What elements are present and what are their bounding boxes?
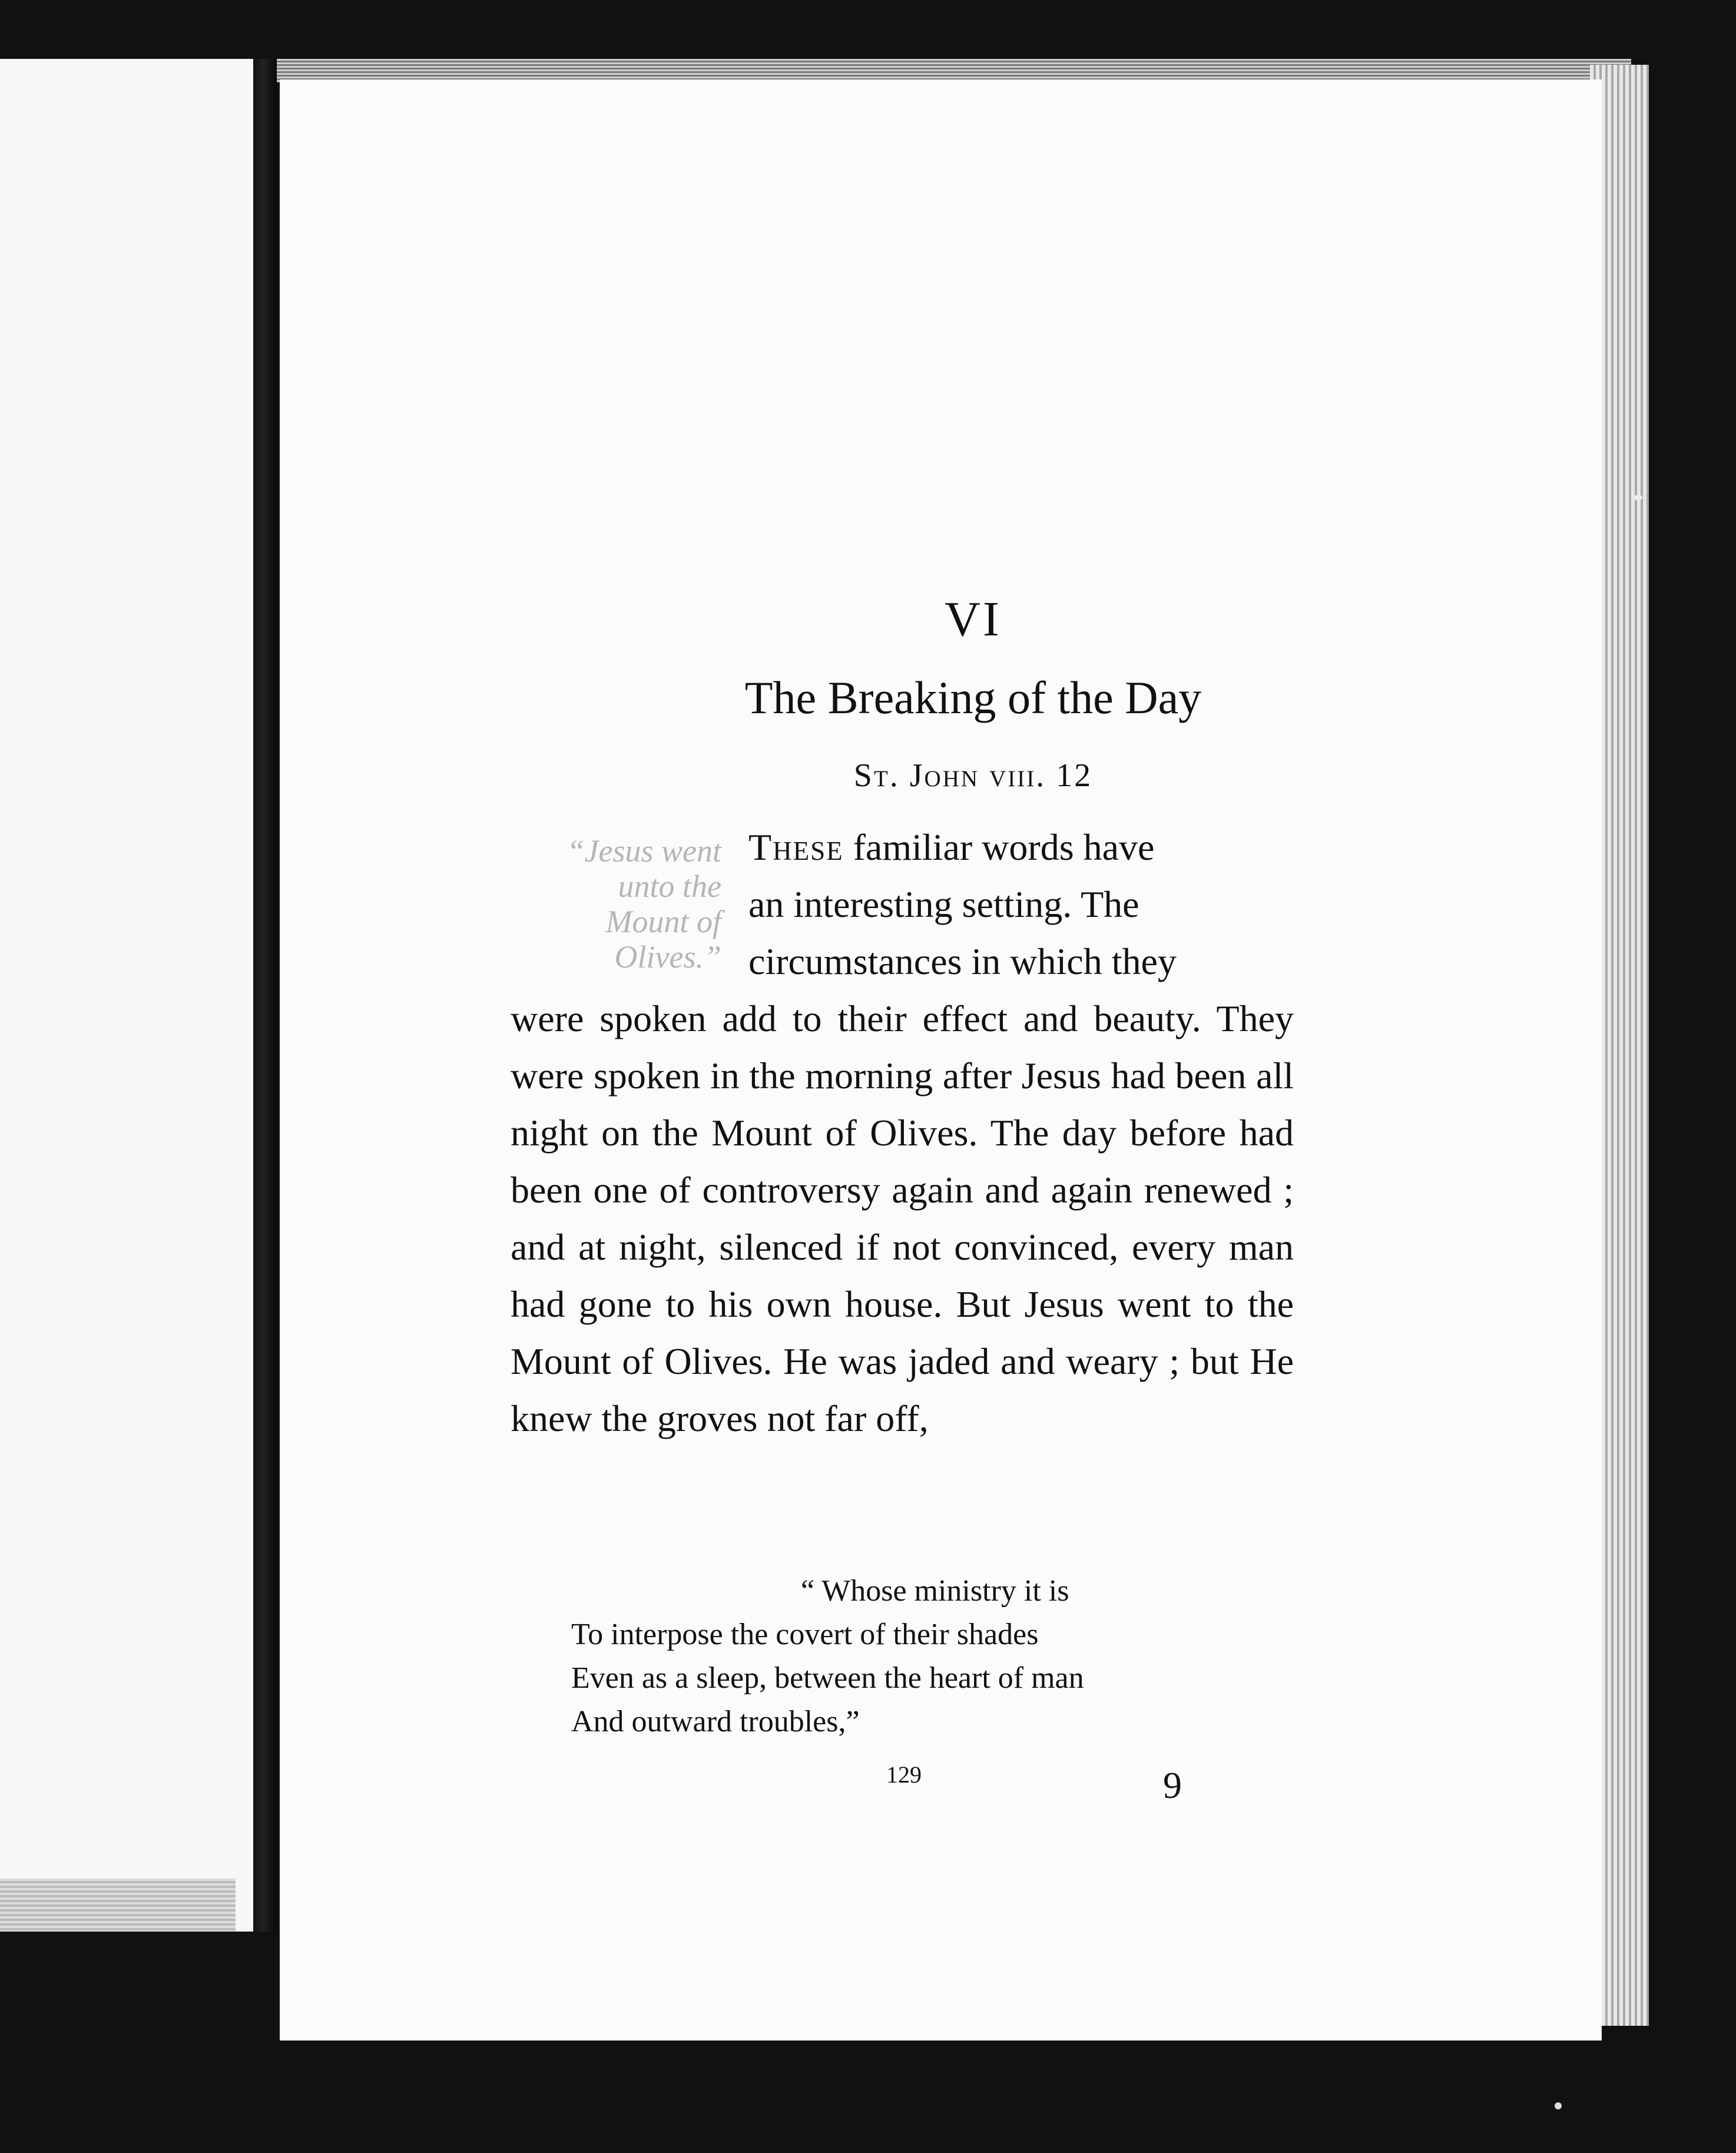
verse-quotation	[571, 1569, 1278, 1744]
chapter-number: VI	[945, 592, 1002, 647]
page-number: 129	[886, 1761, 922, 1788]
book-page	[280, 80, 1602, 2041]
chapter-title: The Breaking of the Day	[744, 672, 1202, 723]
margin-note-line: Mount of	[605, 904, 721, 939]
dust-speck	[1634, 495, 1642, 501]
paragraph-continuation: were spoken add to their effect and beauty. They were spoken in the morning after Jesus had been all night on the Mount of Olives. The day before had been one of controversy again and again renewed ; and at night, silenced if not convinced, every man had gone to his own house. But Jesus went to the Mount of Olives. He was jaded and weary ; but He knew the groves not far off,	[511, 998, 1294, 1439]
lead-small-caps: These	[748, 826, 844, 868]
quote-line: “ Whose ministry it is	[801, 1574, 1069, 1608]
left-page-edge	[0, 1879, 236, 1932]
book-gutter	[253, 59, 277, 1932]
left-page-fragment	[0, 59, 253, 1932]
page-top-edge	[277, 59, 1631, 82]
opening-line-rest: familiar words have	[853, 826, 1155, 868]
scripture-reference	[474, 757, 1472, 794]
quote-line: And outward troubles,”	[571, 1705, 860, 1738]
margin-note-line: Olives.”	[614, 939, 721, 975]
opening-line-3: circumstances in which they	[748, 940, 1177, 982]
quote-line: To interpose the covert of their shades	[571, 1618, 1039, 1651]
body-paragraph	[511, 819, 1294, 1447]
margin-note-line: “Jesus went	[566, 833, 721, 869]
signature-mark: 9	[1163, 1764, 1182, 1806]
quote-line: Even as a sleep, between the heart of man	[571, 1661, 1084, 1695]
opening-line-2: an interesting setting. The	[748, 883, 1139, 925]
scripture-reference-text: St. John viii. 12	[853, 757, 1093, 794]
margin-note-line: unto the	[618, 869, 721, 904]
indented-opening	[748, 819, 1294, 990]
dust-speck	[1555, 2102, 1562, 2109]
